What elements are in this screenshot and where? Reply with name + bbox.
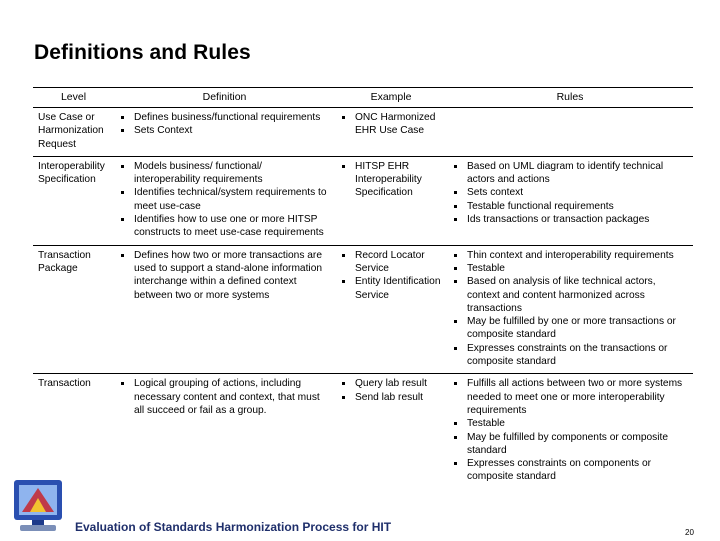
footer-title: Evaluation of Standards Harmonization Process for HIT bbox=[75, 520, 392, 534]
rules-cell bbox=[447, 156, 693, 245]
example-cell bbox=[335, 156, 447, 245]
list-item: Record Locator Service bbox=[339, 249, 443, 276]
rules-cell bbox=[447, 245, 693, 374]
list-item: Entity Identification Service bbox=[339, 275, 443, 302]
definitions-table bbox=[33, 87, 693, 489]
list-item: Sets context bbox=[451, 186, 689, 199]
level-cell: Transaction Package bbox=[33, 245, 114, 374]
list-item: Ids transactions or transaction packages bbox=[451, 213, 689, 226]
page-number: 20 bbox=[685, 528, 694, 537]
list-item: Fulfills all actions between two or more systems needed to meet one or more interoperability requirements bbox=[451, 377, 689, 417]
header-example: Example bbox=[335, 88, 447, 108]
definition-cell bbox=[114, 156, 335, 245]
list-item: Defines how two or more transactions are used to support a stand-alone information interchange within a defined context between two or more systems bbox=[118, 249, 331, 302]
definition-cell bbox=[114, 108, 335, 157]
header-definition: Definition bbox=[114, 88, 335, 108]
rules-cell bbox=[447, 108, 693, 157]
list-item: Testable functional requirements bbox=[451, 200, 689, 213]
header-rules: Rules bbox=[447, 88, 693, 108]
list-item: Testable bbox=[451, 262, 689, 275]
definition-cell bbox=[114, 245, 335, 374]
rules-cell bbox=[447, 374, 693, 489]
table-header-row bbox=[33, 88, 693, 108]
table-row bbox=[33, 108, 693, 157]
table-row bbox=[33, 245, 693, 374]
list-item: Based on analysis of like technical actors, context and content harmonized across transactions bbox=[451, 275, 689, 315]
list-item: Identifies technical/system requirements to meet use-case bbox=[118, 186, 331, 213]
list-item: Expresses constraints on components or composite standard bbox=[451, 457, 689, 484]
example-cell bbox=[335, 108, 447, 157]
list-item: Logical grouping of actions, including necessary content and context, that must all succeed or fail as a group. bbox=[118, 377, 331, 417]
level-cell: Use Case or Harmonization Request bbox=[33, 108, 114, 157]
list-item: Based on UML diagram to identify technical actors and actions bbox=[451, 160, 689, 187]
list-item: ONC Harmonized EHR Use Case bbox=[339, 111, 443, 138]
list-item: Expresses constraints on the transactions or composite standard bbox=[451, 342, 689, 369]
list-item: HITSP EHR Interoperability Specification bbox=[339, 160, 443, 200]
definition-cell bbox=[114, 374, 335, 489]
list-item: Query lab result bbox=[339, 377, 443, 390]
list-item: Thin context and interoperability requirements bbox=[451, 249, 689, 262]
table-row bbox=[33, 156, 693, 245]
list-item: Sets Context bbox=[118, 124, 331, 137]
list-item: Models business/ functional/ interoperability requirements bbox=[118, 160, 331, 187]
list-item: Defines business/functional requirements bbox=[118, 111, 331, 124]
table-row bbox=[33, 374, 693, 489]
list-item: May be fulfilled by components or composite standard bbox=[451, 431, 689, 458]
list-item: Identifies how to use one or more HITSP constructs to meet use-case requirements bbox=[118, 213, 331, 240]
example-cell bbox=[335, 374, 447, 489]
example-cell bbox=[335, 245, 447, 374]
header-level: Level bbox=[33, 88, 114, 108]
list-item: Testable bbox=[451, 417, 689, 430]
page-title: Definitions and Rules bbox=[34, 41, 251, 64]
list-item: Send lab result bbox=[339, 391, 443, 404]
level-cell: Transaction bbox=[38, 378, 91, 390]
level-cell: Interoperability Specification bbox=[33, 156, 114, 245]
monitor-logo-icon bbox=[8, 476, 70, 541]
list-item: May be fulfilled by one or more transactions or composite standard bbox=[451, 315, 689, 342]
